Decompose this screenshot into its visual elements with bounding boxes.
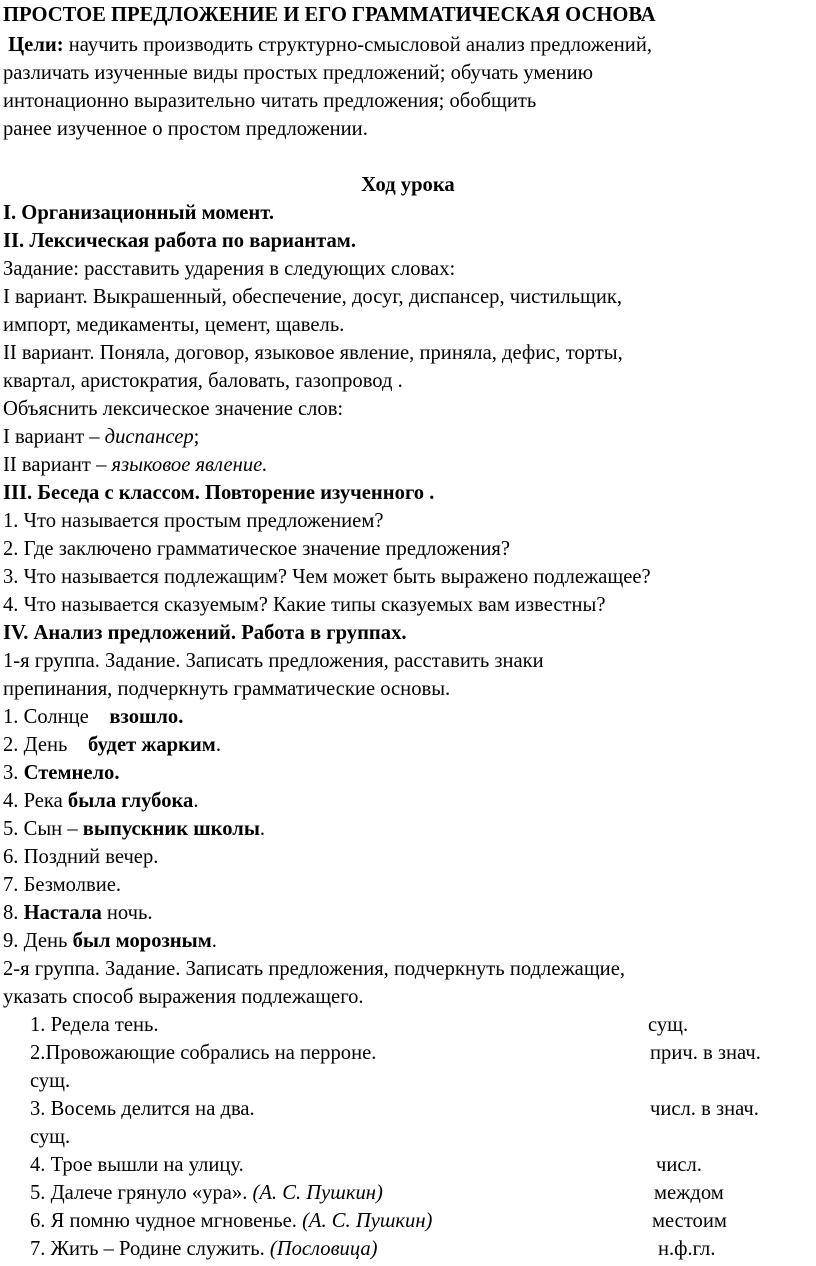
variant-1-explain	[3, 423, 816, 451]
grammar-basis: Стемнело.	[23, 762, 120, 784]
group-1-sentence	[3, 927, 816, 955]
goals-text: научить производить структурно-смысловой анализ предложений,	[63, 34, 652, 56]
group-1-sentence	[3, 731, 816, 759]
document-title: ПРОСТОЕ ПРЕДЛОЖЕНИЕ И ЕГО ГРАММАТИЧЕСКАЯ ОСНОВА	[3, 4, 656, 26]
variant-2-prefix: II вариант –	[3, 454, 112, 476]
grammar-basis: взошло.	[109, 706, 184, 728]
sentence-text: 6. Поздний вечер.	[3, 846, 159, 868]
subject-type-label-continued: сущ.	[30, 1126, 71, 1148]
subject-type-label: н.ф.гл.	[658, 1238, 716, 1260]
section-2-task: Задание: расставить ударения в следующих словах:	[3, 258, 456, 280]
group-2-task-line-1: 2-я группа. Задание. Записать предложения, подчеркнуть подлежащие,	[3, 958, 625, 980]
subject-type-label: междом	[654, 1182, 724, 1204]
variant-2-explain	[3, 451, 816, 479]
variant-1-words-line-1: I вариант. Выкрашенный, обеспечение, досуг, диспансер, чистильщик,	[3, 286, 623, 308]
group-1-task-line-1: 1-я группа. Задание. Записать предложения, расставить знаки	[3, 650, 544, 672]
subject-type-label: местоим	[652, 1210, 727, 1232]
sentence-end: .	[193, 790, 199, 812]
sentence-text: 7. Безмолвие.	[3, 874, 122, 896]
grammar-basis: выпускник школы	[82, 818, 260, 840]
group-1-sentence	[3, 703, 816, 731]
sentence-text: 3.	[3, 762, 24, 784]
variant-2-words-line-2: квартал, аристократия, баловать, газопровод .	[3, 370, 403, 392]
grammar-basis: был морозным	[72, 930, 212, 952]
subject-type-label: сущ.	[648, 1014, 689, 1036]
section-2-title: II. Лексическая работа по вариантам.	[3, 230, 356, 252]
sentence-text: 5. Сын –	[3, 818, 83, 840]
variant-1-word: диспансер	[104, 426, 194, 448]
group-1-sentence	[3, 787, 816, 815]
goals-line-4: ранее изученное о простом предложении.	[3, 118, 368, 140]
sentence-end: ночь.	[101, 902, 153, 924]
goals-label: Цели:	[8, 34, 64, 56]
sentence-end: .	[215, 734, 221, 756]
group-1-sentence	[3, 871, 816, 899]
goals-line-2: различать изученные виды простых предложений; обучать умению	[3, 62, 593, 84]
variant-1-words-line-2: импорт, медикаменты, цемент, щавель.	[3, 314, 345, 336]
group-2-task-line-2: указать способ выражения подлежащего.	[3, 986, 364, 1008]
subject-type-label: числ. в знач.	[650, 1098, 759, 1120]
explain-task: Объяснить лексическое значение слов:	[3, 398, 344, 420]
sentence-source: (Пословица)	[269, 1238, 378, 1260]
question-3: 3. Что называется подлежащим? Чем может быть выражено подлежащее?	[3, 566, 651, 588]
question-4: 4. Что называется сказуемым? Какие типы сказуемых вам известны?	[3, 594, 606, 616]
sentence-text: 6. Я помню чудное мгновенье.	[30, 1210, 303, 1232]
sentence-source: (А. С. Пушкин)	[252, 1182, 383, 1204]
sentence-text: 1. Редела тень.	[30, 1014, 159, 1036]
subject-type-label: числ.	[656, 1154, 702, 1176]
sentence-text: 4. Река	[3, 790, 68, 812]
goals-line-1	[3, 31, 816, 59]
sentence-text: 5. Далече грянуло «ура».	[30, 1182, 253, 1204]
group-1-task-line-2: препинания, подчеркнуть грамматические основы.	[3, 678, 451, 700]
sentence-source: (А. С. Пушкин)	[302, 1210, 433, 1232]
group-1-sentence	[3, 759, 816, 787]
sentence-text: 3. Восемь делится на два.	[30, 1098, 255, 1120]
group-2-sentence	[30, 1011, 816, 1039]
section-4-title: IV. Анализ предложений. Работа в группах.	[3, 622, 407, 644]
sentence-text: 2.Провожающие собрались на перроне.	[30, 1042, 377, 1064]
group-1-sentence	[3, 815, 816, 843]
sentence-text: 2. День	[3, 734, 89, 756]
subject-type-label: прич. в знач.	[650, 1042, 761, 1064]
section-3-title: III. Беседа с классом. Повторение изученного .	[3, 482, 435, 504]
section-1-title: I. Организационный момент.	[3, 202, 274, 224]
lesson-heading: Ход урока	[361, 174, 455, 196]
grammar-basis: будет жарким	[88, 734, 216, 756]
question-1: 1. Что называется простым предложением?	[3, 510, 384, 532]
variant-1-suffix: ;	[193, 426, 200, 448]
subject-type-label-continued: сущ.	[30, 1070, 71, 1092]
sentence-text: 7. Жить – Родине служить.	[30, 1238, 270, 1260]
sentence-text: 4. Трое вышли на улицу.	[30, 1154, 244, 1176]
grammar-basis: Настала	[23, 902, 102, 924]
sentence-text: 9. День	[3, 930, 73, 952]
group-1-sentence	[3, 843, 816, 871]
grammar-basis: была глубока	[67, 790, 194, 812]
group-1-sentence	[3, 899, 816, 927]
variant-2-word: языковое явление.	[111, 454, 268, 476]
sentence-text: 1. Солнце	[3, 706, 110, 728]
sentence-end: .	[211, 930, 217, 952]
sentence-end: .	[259, 818, 266, 840]
variant-2-words-line-1: II вариант. Поняла, договор, языковое явление, приняла, дефис, торты,	[3, 342, 623, 364]
sentence-text: 8.	[3, 902, 24, 924]
question-2: 2. Где заключено грамматическое значение предложения?	[3, 538, 510, 560]
variant-1-prefix: I вариант –	[3, 426, 105, 448]
goals-line-3: интонационно выразительно читать предложения; обобщить	[3, 90, 537, 112]
